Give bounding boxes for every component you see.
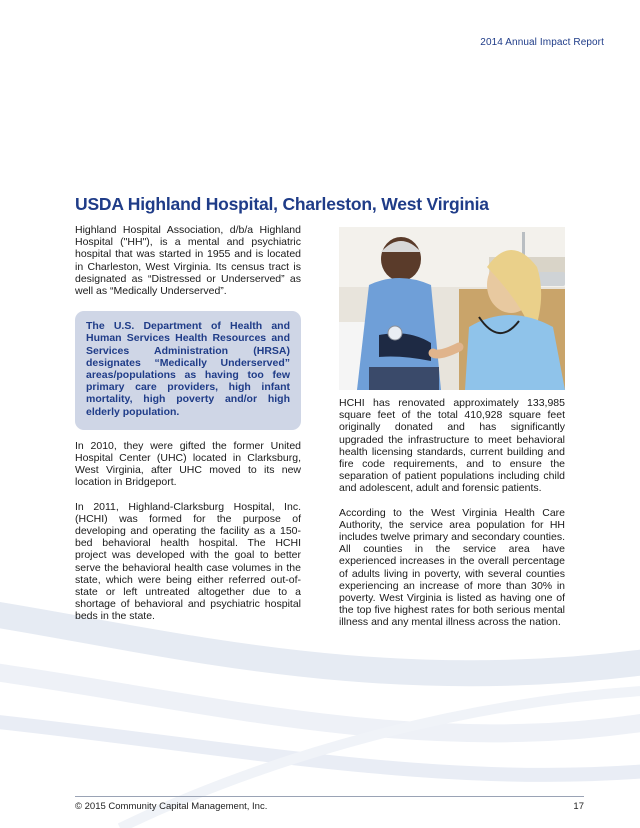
report-header: 2014 Annual Impact Report [480,37,604,48]
paragraph-gift: In 2010, they were gifted the former United Hospital Center (UHC) located in Clarksburg, West Virginia, after UHC moved to its new location in Bridgeport. [75,439,301,489]
paragraph-service-area: According to the West Virginia Health Care Authority, the service area population for HH includes twelve primary and secondary counties. All counties in the service area have experienced increases in the overall percentage of adults living in poverty, with several counties experiencing an increase of more than 30% in poverty. West Virginia is listed as having one of the top five highest rates for both serious mental illness and any mental illness across the nation. [339,506,565,629]
page-number: 17 [573,801,584,812]
left-column [75,224,301,623]
paragraph-renovation: HCHI has renovated approximately 133,985 square feet of the total 410,928 square feet originally donated and has significantly upgraded the infrastructure to meet behavioral health licensing standards, current building and fire code requirements, and to ensure the separation of patient populations including child and adolescent, adult and forensic patients. [339,397,565,495]
footer-divider [75,796,584,797]
article-title: USDA Highland Hospital, Charleston, West Virginia [75,194,489,214]
paragraph-intro: Highland Hospital Association, d/b/a Highland Hospital ("HH"), is a mental and psychiatric hospital that was started in 1955 and is located in Charleston, West Virginia. Its census tract is designated as “Distressed or Underserved” as well as “Medically Underserved”. [75,224,301,298]
paragraph-hchi-formation: In 2011, Highland-Clarksburg Hospital, Inc. (HCHI) was formed for the purpose of developing and operating the facility as a 150-bed behavioral health hospital. The HCHI project was developed with the goal to better serve the behavioral health case volumes in the state, which were being either referred out-of-state or left untreated altogether due to a shortage of behavioral and psychiatric hospital beds in the state. [75,500,301,623]
right-column [339,397,565,629]
hrsa-callout-box: The U.S. Department of Health and Human Services Health Resources and Services Administration (HRSA) designates “Medically Underserved” areas/populations as having too few primary care providers, high infant mortality, high poverty and/or high elderly population. [75,311,301,430]
footer-copyright: © 2015 Community Capital Management, Inc. [75,801,268,812]
doctor-patient-photo [339,227,565,390]
